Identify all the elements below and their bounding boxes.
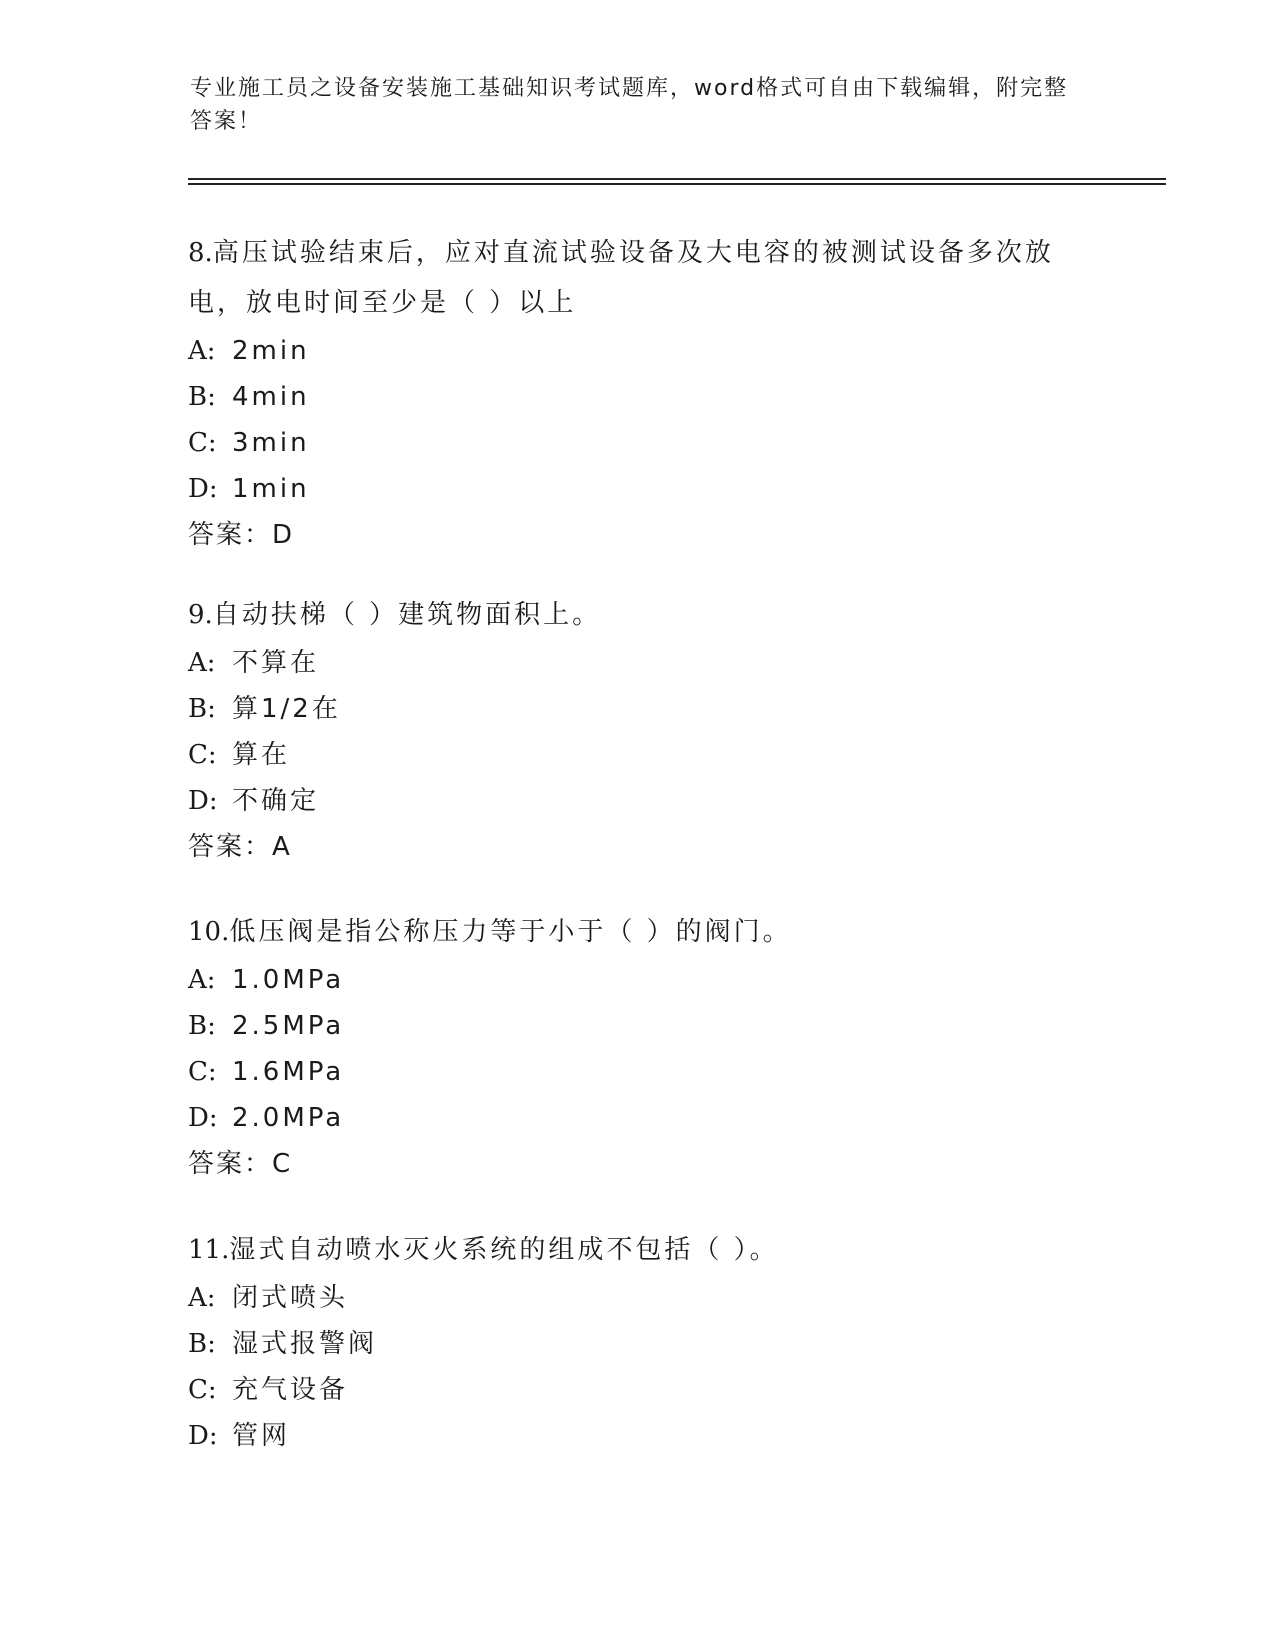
option-letter: B: [188,694,216,724]
option-text: 算在 [232,740,291,770]
question-stem [188,1225,1088,1275]
option-text: 不算在 [232,648,320,678]
option-letter: D: [188,1103,218,1133]
option-text: 算1/2在 [232,694,341,724]
document-header: 专业施工员之设备安装施工基础知识考试题库，word格式可自由下载编辑，附完整答案！ [190,76,1069,134]
answer-line: 答案：A [188,832,292,862]
option-c [188,732,1088,778]
option-a [188,640,1088,686]
option-letter: D: [188,786,218,816]
option-c [188,420,1088,466]
option-c [188,1049,1088,1095]
option-text: 充气设备 [232,1375,349,1405]
option-letter: A: [188,336,216,366]
option-text: 1.6MPa [232,1057,345,1087]
option-letter: B: [188,1329,216,1359]
question-text: 自动扶梯（ ）建筑物面积上。 [212,600,602,630]
option-text: 1.0MPa [232,965,345,995]
header-divider-top [188,178,1166,180]
question-11 [188,1225,1088,1459]
question-text: 湿式自动喷水灭火系统的组成不包括（ ）。 [229,1235,779,1265]
question-stem [188,590,1088,640]
question-10 [188,907,1088,1187]
question-stem [188,907,1088,957]
option-letter: D: [188,474,218,504]
option-b [188,374,1088,420]
option-b [188,1003,1088,1049]
option-letter: C: [188,740,217,770]
question-number: 8. [188,238,213,268]
option-text: 2.0MPa [232,1103,345,1133]
question-number: 10. [188,917,230,947]
option-letter: B: [188,382,216,412]
option-b [188,686,1088,732]
question-number: 11. [188,1235,230,1265]
question-8 [188,228,1088,558]
option-a [188,328,1088,374]
answer-line: 答案：D [188,520,295,550]
option-d [188,778,1088,824]
question-stem [188,228,1088,328]
question-text: 高压试验结束后，应对直流试验设备及大电容的被测试设备多次放电，放电时间至少是（ ）以上 [188,238,1054,318]
option-text: 1min [232,474,310,504]
option-text: 闭式喷头 [232,1283,349,1313]
option-letter: C: [188,1375,217,1405]
option-text: 湿式报警阀 [232,1329,378,1359]
option-letter: C: [188,1057,217,1087]
option-text: 2.5MPa [232,1011,345,1041]
option-text: 4min [232,382,310,412]
option-text: 3min [232,428,310,458]
question-number: 9. [188,600,213,630]
option-a [188,957,1088,1003]
option-b [188,1321,1088,1367]
option-d [188,1413,1088,1459]
option-letter: D: [188,1421,218,1451]
header-divider-bottom [188,183,1166,185]
option-letter: A: [188,648,216,678]
option-text: 2min [232,336,310,366]
option-c [188,1367,1088,1413]
question-9 [188,590,1088,870]
option-a [188,1275,1088,1321]
answer-line: 答案：C [188,1149,293,1179]
option-letter: C: [188,428,217,458]
option-letter: A: [188,965,216,995]
option-d [188,466,1088,512]
option-text: 管网 [232,1421,291,1451]
question-text: 低压阀是指公称压力等于小于（ ）的阀门。 [229,917,792,947]
option-letter: A: [188,1283,216,1313]
option-letter: B: [188,1011,216,1041]
option-d [188,1095,1088,1141]
option-text: 不确定 [232,786,320,816]
